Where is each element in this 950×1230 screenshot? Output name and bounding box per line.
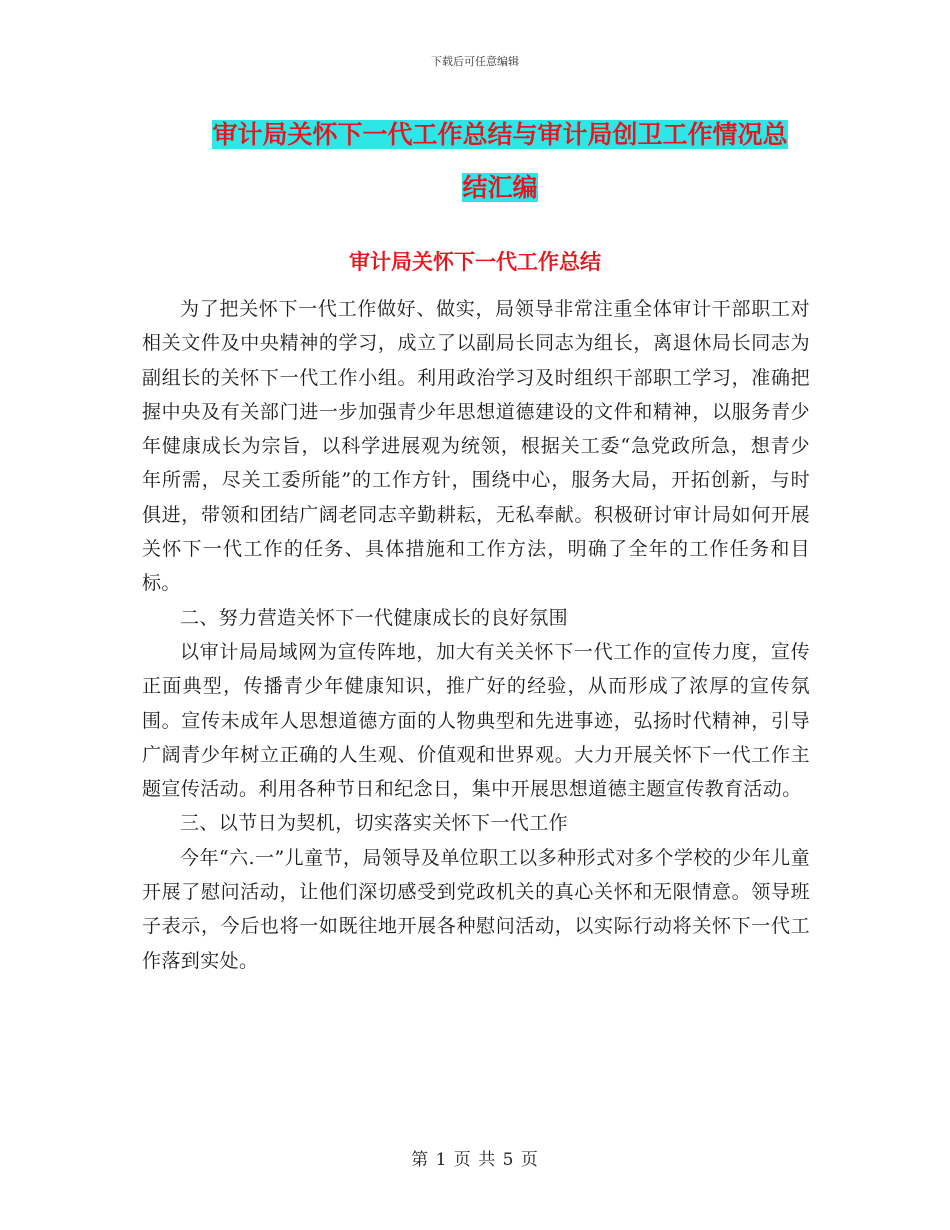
document-title-line1: 审计局关怀下一代工作总结与审计局创卫工作情况总 (212, 120, 788, 149)
section-heading: 二、努力营造关怀下一代健康成长的良好氛围 (180, 606, 569, 629)
header-note: 下载后可任意编辑 (431, 55, 519, 68)
paragraph: 以审计局局域网为宣传阵地，加大有关关怀下一代工作的宣传力度，宣传正面典型，传播青少年健康知识，推广好的经验，从而形成了浓厚的宣传氛围。宣传未成年人思想道德方面的人物典型和先进事迹，弘扬时代精神，引导广阔青少年树立正确的人生观、价值观和世界观。大力开展关怀下一代工作主题宣传活动。利用各种节日和纪念日，集中开展思想道德主题宣传教育活动。 (142, 640, 810, 801)
document-title (195, 108, 805, 214)
page-number: 第 1 页 共 5 页 (411, 1150, 539, 1170)
section-title: 审计局关怀下一代工作总结 (349, 250, 601, 274)
section-heading: 三、以节日为契机，切实落实关怀下一代工作 (180, 812, 569, 835)
document-title-line2: 结汇编 (462, 173, 538, 202)
document-body (142, 292, 810, 978)
paragraph: 今年“六.一”儿童节，局领导及单位职工以多种形式对多个学校的少年儿童开展了慰问活动，让他们深切感受到党政机关的真心关怀和无限情意。领导班子表示，今后也将一如既往地开展各种慰问活动，以实际行动将关怀下一代工作落到实处。 (142, 846, 810, 972)
paragraph: 为了把关怀下一代工作做好、做实，局领导非常注重全体审计干部职工对相关文件及中央精神的学习，成立了以副局长同志为组长，离退休局长同志为副组长的关怀下一代工作小组。利用政治学习及时组织干部职工学习，准确把握中央及有关部门进一步加强青少年思想道德建设的文件和精神，以服务青少年健康成长为宗旨，以科学进展观为统领，根据关工委“急党政所急，想青少年所需，尽关工委所能”的工作方针，围绕中心，服务大局，开拓创新，与时俱进，带领和团结广阔老同志辛勤耕耘，无私奉献。积极研讨审计局如何开展关怀下一代工作的任务、具体措施和工作方法，明确了全年的工作任务和目标。 (142, 298, 810, 595)
